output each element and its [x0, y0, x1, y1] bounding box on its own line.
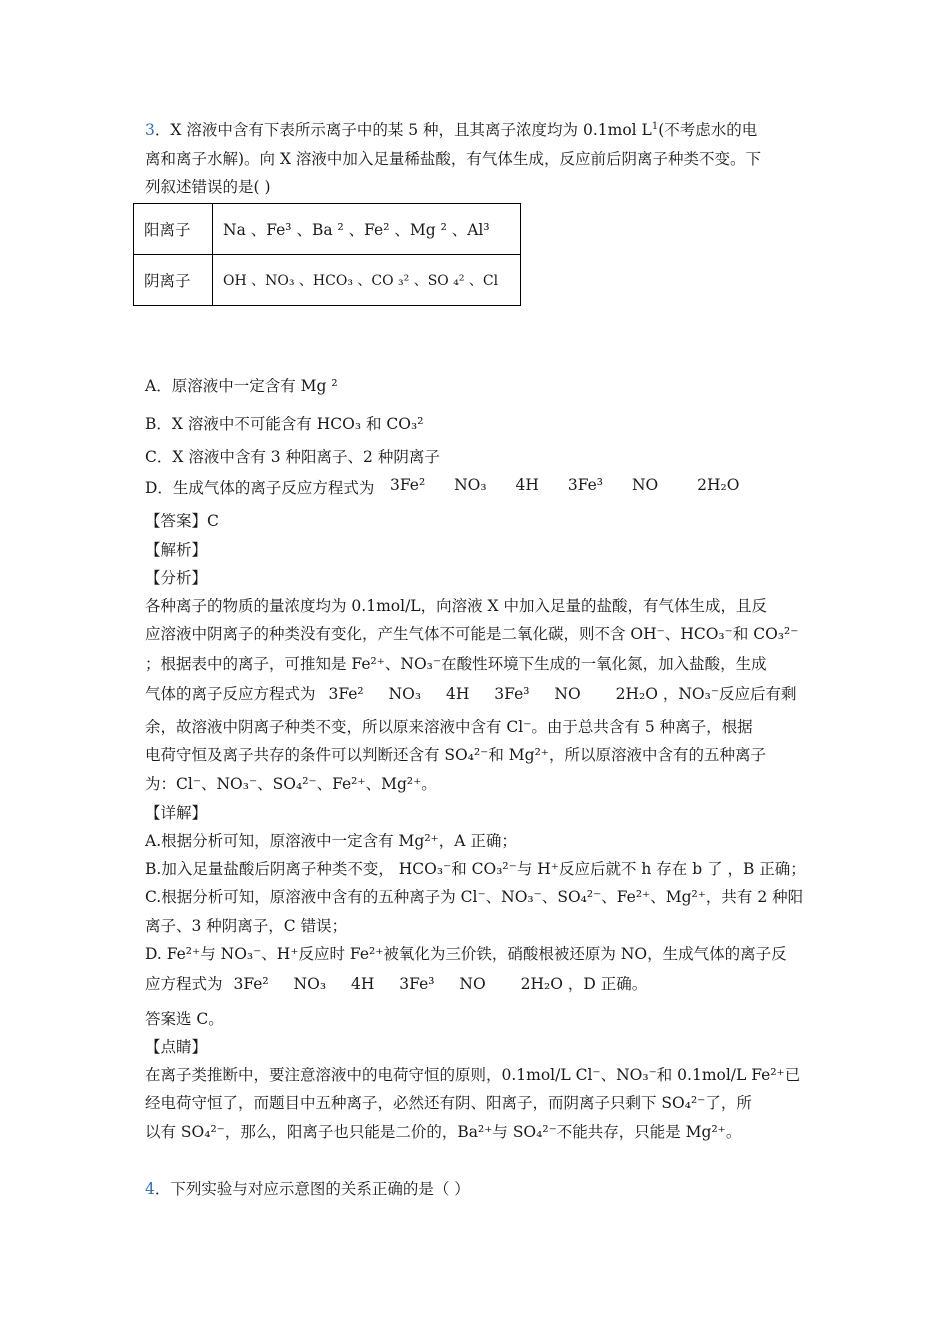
analysis-line [145, 684, 797, 704]
eq-term: 3Fe³ [494, 685, 530, 703]
q4-stem-rest: ．下列实验与对应示意图的关系正确的是（ ） [154, 1180, 470, 1198]
detail-line: 离子、3 种阴离子，C 错误； [145, 917, 348, 935]
eq-term: NO₃ [454, 476, 487, 494]
analysis-line: 余，故溶液中阴离子种类不变，所以原来溶液中含有 Cl⁻。由于总共含有 5 种离子，根据 [145, 718, 753, 736]
detail-eq-suffix: ，D 正确。 [567, 975, 648, 993]
analysis-line: 应溶液中阴离子的种类没有变化，产生气体不可能是二氧化碳，则不含 OH⁻、HCO₃⁻和 CO₃²⁻ [145, 625, 799, 643]
analysis-line: 各种离子的物质的量浓度均为 0.1mol/L，向溶液 X 中加入足量的盐酸，有气体生成，且反 [145, 597, 767, 615]
detail-line [145, 974, 647, 994]
detail-line: A.根据分析可知，原溶液中一定含有 Mg²⁺，A 正确； [145, 832, 517, 850]
q3-stem-line1 [145, 120, 757, 143]
eq-term: NO [631, 476, 659, 494]
option-d: D．生成气体的离子反应方程式为 [145, 479, 375, 497]
cation-head: 阳离子 [134, 204, 213, 255]
q4-stem-text [145, 1180, 470, 1198]
option-a: A．原溶液中一定含有 Mg ² [145, 377, 338, 395]
anion-head: 阴离子 [134, 255, 213, 306]
q4-stem [145, 1179, 470, 1199]
option-d-equation [390, 476, 739, 494]
eq-term: 2H₂O [615, 685, 658, 703]
eq-term: 3Fe³ [399, 975, 435, 993]
detail-line: B.加入足量盐酸后阴离子种类不变， HCO₃⁻和 CO₃²⁻与 H⁺反应后就不 h 存在 b 了 ，B 正确； [145, 860, 806, 878]
q4-number: 4 [145, 1180, 155, 1198]
eq-term: 3Fe² [328, 685, 364, 703]
option-c: C．X 溶液中含有 3 种阳离子、2 种阴离子 [145, 448, 440, 466]
analysis-eq-suffix: ，NO₃⁻反应后有剩 [662, 685, 797, 703]
option-b: B．X 溶液中不可能含有 HCO₃ 和 CO₃² [145, 415, 424, 433]
eq-term: NO [459, 975, 486, 993]
note-line: 经电荷守恒了，而题目中五种离子，必然还有阴、阳离子，而阴离子只剩下 SO₄²⁻了，所 [145, 1094, 752, 1112]
eq-term: NO₃ [293, 975, 327, 993]
analysis-eq-prefix: 气体的离子反应方程式为 [145, 685, 316, 703]
fenxi-label: 【分析】 [145, 569, 208, 587]
anion-list: OH 、NO₃ 、HCO₃ 、CO ₃² 、SO ₄² 、Cl [213, 255, 521, 306]
eq-term: 4H [350, 975, 375, 993]
eq-term: 4H [515, 476, 539, 494]
analysis-line: 为：Cl⁻、NO₃⁻、SO₄²⁻、Fe²⁺、Mg²⁺。 [145, 775, 437, 793]
eq-term: 3Fe³ [567, 476, 603, 494]
eq-term: NO [554, 685, 581, 703]
q3-stem-line3: 列叙述错误的是( ) [145, 178, 271, 196]
eq-term: 2H₂O [520, 975, 563, 993]
detail-eq-prefix: 应方程式为 [145, 975, 223, 993]
ion-table [133, 203, 521, 306]
answer-label: 【答案】C [145, 512, 219, 530]
eq-term: 3Fe² [233, 975, 269, 993]
q3-stem-sup: 1 [651, 121, 659, 132]
eq-term: 2H₂O [697, 476, 740, 494]
note-line: 在离子类推断中，要注意溶液中的电荷守恒的原则，0.1mol/L Cl⁻、NO₃⁻和 0.1mol/L Fe²⁺已 [145, 1066, 801, 1084]
table-row [134, 255, 521, 306]
eq-term: 3Fe² [390, 476, 426, 494]
q3-stem-tail: (不考虑水的电 [658, 121, 758, 139]
jiexi-label: 【解析】 [145, 541, 208, 559]
detail-line: C.根据分析可知，原溶液中含有的五种离子为 Cl⁻、NO₃⁻、SO₄²⁻、Fe²⁺、Mg²⁺，共有 2 种阳 [145, 888, 804, 906]
q3-number: 3 [145, 121, 155, 139]
eq-term: 4H [445, 685, 470, 703]
answer-choice: 答案选 C。 [145, 1010, 224, 1028]
analysis-line: ；根据表中的离子，可推知是 Fe²⁺、NO₃⁻在酸性环境下生成的一氧化氮，加入盐酸，生成 [145, 655, 767, 673]
detail-line: D. Fe²⁺与 NO₃⁻、H⁺反应时 Fe²⁺被氧化为三价铁，硝酸根被还原为 NO，生成气体的离子反 [145, 945, 787, 963]
table-row [134, 204, 521, 255]
dianjing-label: 【点睛】 [145, 1038, 208, 1056]
cation-list: Na 、Fe³ 、Ba ² 、Fe² 、Mg ² 、Al³ [213, 204, 521, 255]
note-line: 以有 SO₄²⁻，那么，阳离子也只能是二价的，Ba²⁺与 SO₄²⁻不能共存，只能是 Mg²⁺。 [145, 1123, 742, 1141]
eq-term: NO₃ [388, 685, 422, 703]
q3-stem-text1: ．X 溶液中含有下表所示离子中的某 5 种，且其离子浓度均为 0.1mol L [154, 121, 652, 139]
xiangjie-label: 【详解】 [145, 804, 208, 822]
analysis-line: 电荷守恒及离子共存的条件可以判断还含有 SO₄²⁻和 Mg²⁺，所以原溶液中含有的五种离子 [145, 746, 766, 764]
q3-stem-line2: 离和离子水解)。向 X 溶液中加入足量稀盐酸，有气体生成，反应前后阴离子种类不变。下 [145, 150, 761, 168]
